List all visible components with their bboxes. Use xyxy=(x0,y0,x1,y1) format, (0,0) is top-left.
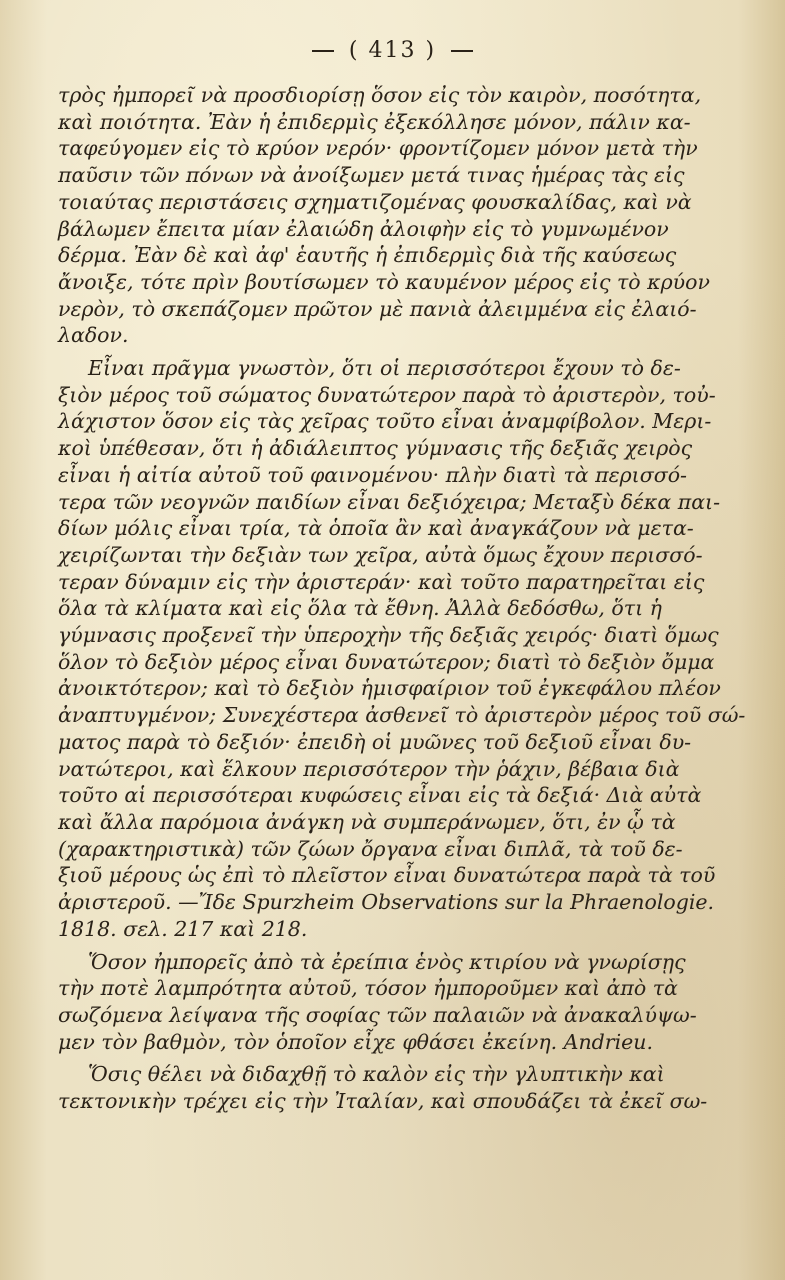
text-line: ἀνοικτότερον; καὶ τὸ δεξιὸν ἡμισφαίριον τοῦ ἐγκεφάλου πλέον xyxy=(58,676,721,701)
text-line: δίων μόλις εἶναι τρία, τὰ ὁποῖα ἂν καὶ ἀναγκάζουν νὰ μετα- xyxy=(58,516,694,541)
text-line: ξιοῦ μέρους ὡς ἐπὶ τὸ πλεῖστον εἶναι δυνατώτερα παρὰ τὰ τοῦ xyxy=(58,863,716,888)
text-line: τοιαύτας περιστάσεις σχηματιζομένας φουσκαλίδας, καὶ νὰ xyxy=(58,189,692,214)
header-left-rule xyxy=(312,50,334,52)
text-line: τρὸς ἠμπορεῖ νὰ προσδιορίσῃ ὅσον εἰς τὸν καιρὸν, ποσότητα, xyxy=(58,83,702,107)
text-line: Ὅσον ἠμπορεῖς ἀπὸ τὰ ἐρείπια ἑνὸς κτιρίου νὰ γνωρίσῃς xyxy=(88,949,686,974)
text-line: 1818. σελ. 217 καὶ 218. xyxy=(58,916,308,941)
text-line: κοὶ ὑπέθεσαν, ὅτι ἡ ἀδιάλειπτος γύμνασις τῆς δεξιᾶς χειρὸς xyxy=(58,436,693,461)
text-line: Εἶναι πρᾶγμα γνωστὸν, ὅτι οἱ περισσότεροι ἔχουν τὸ δε- xyxy=(88,356,681,381)
text-line: τεκτονικὴν τρέχει εἰς τὴν Ἰταλίαν, καὶ σπουδάζει τὰ ἐκεῖ σω- xyxy=(58,1089,708,1114)
text-line: ὅλον τὸ δεξιὸν μέρος εἶναι δυνατώτερον; διατὶ τὸ δεξιὸν ὄμμα xyxy=(58,649,715,674)
page-number: ( 413 ) xyxy=(348,38,437,63)
text-line: χειρίζωνται τὴν δεξιὰν των χεῖρα, αὐτὰ ὅμως ἔχουν περισσό- xyxy=(58,542,703,567)
header-right-rule xyxy=(451,50,473,52)
text-line: δέρμα. Ἐὰν δὲ καὶ ἀφ' ἑαυτῆς ἡ ἐπιδερμὶς διὰ τῆς καύσεως xyxy=(58,243,677,268)
text-line: νατώτεροι, καὶ ἕλκουν περισσότερον τὴν ῥάχιν, βέβαια διὰ xyxy=(58,756,680,781)
text-line: μεν τὸν βαθμὸν, τὸν ὁποῖον εἶχε φθάσει ἐκείνη. Andrieu. xyxy=(58,1029,654,1054)
text-line: βάλωμεν ἔπειτα μίαν ἐλαιώδη ἀλοιφὴν εἰς τὸ γυμνωμένον xyxy=(58,216,669,241)
text-line: ὅλα τὰ κλίματα καὶ εἰς ὅλα τὰ ἔθνη. Ἀλλὰ δεδόσθω, ὅτι ἡ xyxy=(58,596,662,621)
text-line: ταφεύγομεν εἰς τὸ κρύον νερόν· φροντίζομεν μόνον μετὰ τὴν xyxy=(58,136,698,161)
text-line: γύμνασις προξενεῖ τὴν ὑπεροχὴν τῆς δεξιᾶς χειρός· διατὶ ὅμως xyxy=(58,623,719,648)
text-line: ματος παρὰ τὸ δεξιόν· ἐπειδὴ οἱ μυῶνες τοῦ δεξιοῦ εἶναι δυ- xyxy=(58,729,692,754)
text-line: νερὸν, τὸ σκεπάζομεν πρῶτον μὲ πανιὰ ἀλειμμένα εἰς ἐλαιό- xyxy=(58,296,697,321)
text-line: τὴν ποτὲ λαμπρότητα αὐτοῦ, τόσον ἠμποροῦμεν καὶ ἀπὸ τὰ xyxy=(58,976,678,1001)
text-line: σωζόμενα λείψανα τῆς σοφίας τῶν παλαιῶν νὰ ἀνακαλύψω- xyxy=(58,1002,697,1027)
paragraph-4 xyxy=(58,1061,708,1114)
paragraph-2 xyxy=(58,355,746,942)
paragraph-3 xyxy=(58,949,697,1056)
text-line: λάχιστον ὅσον εἰς τὰς χεῖρας τοῦτο εἶναι ἀναμφίβολον. Μερι- xyxy=(58,409,712,434)
text-line: τερα τῶν νεογνῶν παιδίων εἶναι δεξιόχειρα; Μεταξὺ δέκα παι- xyxy=(58,489,720,514)
text-line: τοῦτο αἱ περισσότεραι κυφώσεις εἶναι εἰς τὰ δεξιά· Διὰ αὐτὰ xyxy=(58,783,702,808)
text-line: (χαρακτηριστικὰ) τῶν ζώων ὄργανα εἶναι διπλᾶ, τὰ τοῦ δε- xyxy=(58,836,683,861)
text-line: παῦσιν τῶν πόνων νὰ ἀνοίξωμεν μετά τινας ἡμέρας τὰς εἰς xyxy=(58,163,685,188)
body-text xyxy=(58,82,746,1121)
text-line: ἀναπτυγμένον; Συνεχέστερα ἀσθενεῖ τὸ ἀριστερὸν μέρος τοῦ σώ- xyxy=(58,703,746,728)
text-line: εἶναι ἡ αἰτία αὐτοῦ τοῦ φαινομένου· πλὴν διατὶ τὰ περισσό- xyxy=(58,462,687,487)
text-line: καὶ ποιότητα. Ἐὰν ἡ ἐπιδερμὶς ἐξεκόλλησε μόνον, πάλιν κα- xyxy=(58,109,691,134)
text-line: λαδον. xyxy=(58,323,129,348)
text-line: Ὅσις θέλει νὰ διδαχθῇ τὸ καλὸν εἰς τὴν γλυπτικὴν καὶ xyxy=(88,1062,665,1087)
paragraph-1 xyxy=(58,82,710,349)
text-line: ἄνοιξε, τότε πρὶν βουτίσωμεν τὸ καυμένον μέρος εἰς τὸ κρύον xyxy=(58,269,710,294)
text-line: καὶ ἄλλα παρόμοια ἀνάγκη νὰ συμπεράνωμεν, ὅτι, ἐν ᾧ τὰ xyxy=(58,809,676,834)
text-line: ἀριστεροῦ. —Ἴδε Spurzheim Observations sur la Phraenologie. xyxy=(58,890,715,915)
text-line: ξιὸν μέρος τοῦ σώματος δυνατώτερον παρὰ τὸ ἀριστερὸν, τοὐ- xyxy=(58,382,716,407)
text-line: τεραν δύναμιν εἰς τὴν ἀριστεράν· καὶ τοῦτο παρατηρεῖται εἰς xyxy=(58,569,705,594)
page-header xyxy=(0,38,785,63)
